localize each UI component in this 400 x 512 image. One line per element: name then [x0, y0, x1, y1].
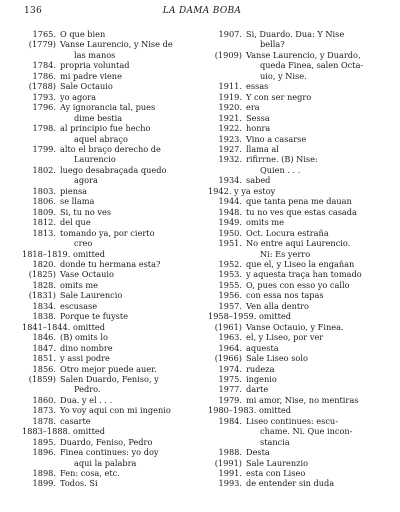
line-number: 1934.: [218, 175, 242, 186]
variant-text: Ven alla dentro: [246, 300, 309, 311]
variant-entry: [208, 437, 384, 447]
variant-entry: [208, 113, 384, 123]
variant-text: era: [246, 102, 260, 113]
line-number: 1806.: [32, 196, 56, 207]
line-number: 1809.: [32, 206, 56, 217]
variant-entry: [22, 311, 194, 321]
variant-text: omits me: [246, 217, 285, 228]
line-number: 1847.: [32, 342, 56, 353]
variant-entry: [22, 113, 194, 123]
line-number: 1802.: [32, 164, 56, 175]
variant-text: el, y Liseo, por ver: [246, 332, 324, 343]
variant-text: mi amor, Nise, no mentiras: [246, 394, 359, 405]
variant-text: 1841–1844. omitted: [22, 321, 105, 332]
variant-text: 1818–1819. omitted: [22, 248, 105, 259]
variant-entry: [22, 217, 194, 227]
variant-text: agora: [74, 175, 98, 186]
variant-text: mi padre viene: [60, 70, 122, 81]
line-number: 1860.: [32, 394, 56, 405]
variant-entry: [22, 259, 194, 269]
variant-entry: [208, 238, 384, 248]
variant-entry: [208, 374, 384, 384]
line-number: 1838.: [32, 311, 56, 322]
variant-text: Liseo continues: escu-: [246, 415, 338, 426]
variant-text: que tanta pena me dauan: [246, 196, 352, 207]
line-number: 1953.: [218, 269, 242, 280]
running-header: [24, 6, 380, 20]
variant-entry: [208, 322, 384, 332]
variant-entry: [208, 353, 384, 363]
variant-text: Duardo, Feniso, Pedro: [60, 436, 153, 447]
variant-text: 1883–1888. omitted: [22, 426, 105, 437]
variant-text: aquel abraço: [74, 133, 128, 144]
variant-text: tu no ves que estas casada: [246, 206, 357, 217]
variant-entry: [208, 50, 384, 60]
variant-entry: [22, 207, 194, 217]
variant-entry: [22, 29, 194, 39]
variant-text: rifirrne. (B) Nise:: [246, 154, 318, 165]
variant-entry: [208, 259, 384, 269]
variant-text: Oct. Locura estraña: [246, 227, 329, 238]
variant-entry: [208, 478, 384, 488]
variant-text: Sale Liseo solo: [246, 353, 308, 364]
variant-text: y assi podre: [60, 353, 110, 364]
variant-entry: [22, 165, 194, 175]
line-number: 1950.: [218, 227, 242, 238]
variant-text: Ni: Es yerro: [260, 248, 311, 259]
variant-text: queda Finea, salen Octa-: [260, 60, 364, 71]
variant-entry: [22, 343, 194, 353]
variant-entry: [22, 144, 194, 154]
variant-entry: [22, 384, 194, 394]
variant-entry: [22, 92, 194, 102]
left-column: [22, 29, 194, 489]
line-number: 1952.: [218, 258, 242, 269]
line-number: (1859): [28, 373, 56, 384]
line-number: 1873.: [32, 405, 56, 416]
variant-entry: [22, 468, 194, 478]
variant-text: piensa: [60, 185, 88, 196]
variant-entry: [208, 228, 384, 238]
line-number: 1951.: [218, 238, 242, 249]
line-number: 1984.: [218, 415, 242, 426]
variant-entry: [22, 426, 194, 436]
variant-text: Sale Octauio: [60, 81, 113, 92]
line-number: 1957.: [218, 300, 242, 311]
variant-text: y aquesta traça han tomado: [246, 269, 362, 280]
variant-entry: [22, 437, 194, 447]
variant-text: Vase Octauio: [60, 269, 114, 280]
variant-entry: [208, 269, 384, 279]
variant-entry: [208, 102, 384, 112]
variant-entry: [208, 468, 384, 478]
line-number: (1825): [28, 269, 56, 280]
variant-text: escusase: [60, 300, 98, 311]
variant-entry: [22, 71, 194, 81]
variant-entry: [22, 269, 194, 279]
variant-text: Vanse Octauio, y Finea.: [246, 321, 344, 332]
variant-text: chame. Ni. Que incon-: [260, 426, 353, 437]
variant-text: Vanse Laurencio, y Nise de: [60, 39, 173, 50]
variant-entry: [22, 39, 194, 49]
variant-text: tomando ya, por cierto: [60, 227, 155, 238]
variant-entry: [208, 364, 384, 374]
line-number: 1784.: [32, 60, 56, 71]
variant-entry: [208, 134, 384, 144]
variant-entry: [208, 416, 384, 426]
line-number: 1919.: [218, 91, 242, 102]
variant-entry: [22, 405, 194, 415]
variant-text: bella?: [260, 39, 285, 50]
variant-entry: [208, 196, 384, 206]
variant-entry: [22, 102, 194, 112]
variant-text: aquesta: [246, 342, 279, 353]
variant-entry: [208, 39, 384, 49]
line-number: 1944.: [218, 196, 242, 207]
variant-entry: [22, 238, 194, 248]
variant-text: Quien . . .: [260, 164, 301, 175]
line-number: 1812.: [32, 217, 56, 228]
line-number: 1813.: [32, 227, 56, 238]
variant-text: ingenio: [246, 373, 277, 384]
variant-text: Otro mejor puede auer.: [60, 363, 157, 374]
variant-text: Si, Duardo. Dua: Y Nise: [246, 29, 345, 39]
variant-entry: [208, 426, 384, 436]
variant-entry: [208, 301, 384, 311]
line-number: (1788): [28, 81, 56, 92]
variant-text: llama al: [246, 143, 279, 154]
variant-text: donde tu hermana esta?: [60, 258, 161, 269]
variant-entry: [22, 196, 194, 206]
variant-text: 1980–1983. omitted: [208, 405, 291, 416]
variant-text: al principio fue hecho: [60, 123, 151, 134]
variant-text: Finea continues: yo doy: [60, 447, 159, 458]
variant-text: yo agora: [60, 91, 97, 102]
variant-entry: [208, 123, 384, 133]
variant-entry: [22, 154, 194, 164]
line-number: 1896.: [32, 447, 56, 458]
variant-text: dino nombre: [60, 342, 113, 353]
line-number: 1922.: [218, 123, 242, 134]
variant-text: Si, tu no ves: [60, 206, 112, 217]
variant-entry: [208, 29, 384, 39]
variant-entry: [22, 280, 194, 290]
line-number: 1786.: [32, 70, 56, 81]
variant-entry: [22, 322, 194, 332]
variant-text: O, pues con esso yo callo: [246, 279, 350, 290]
variant-text: Sale Laurenzio: [246, 457, 309, 468]
variant-entry: [22, 186, 194, 196]
variant-entry: [22, 175, 194, 185]
variant-entry: [208, 175, 384, 185]
variant-entry: [22, 249, 194, 259]
variant-text: honra: [246, 123, 271, 134]
variant-text: Sale Laurencio: [60, 290, 123, 301]
line-number: 1793.: [32, 91, 56, 102]
variant-text: casarte: [60, 415, 91, 426]
variant-entry: [22, 81, 194, 91]
variant-entry: [22, 364, 194, 374]
line-number: (1966): [214, 353, 242, 364]
line-number: (1961): [214, 321, 242, 332]
variant-text: Porque te fuyste: [60, 311, 128, 322]
page-number: 136: [24, 6, 43, 16]
line-number: (1831): [28, 290, 56, 301]
line-number: 1927.: [218, 143, 242, 154]
variant-entry: [22, 353, 194, 363]
right-column: [208, 29, 384, 489]
line-number: 1828.: [32, 279, 56, 290]
variant-entry: [22, 332, 194, 342]
variant-text: de entender sin duda: [246, 478, 335, 489]
line-number: 1923.: [218, 133, 242, 144]
variant-entry: [22, 447, 194, 457]
line-number: 1899.: [32, 478, 56, 489]
variant-entry: [22, 134, 194, 144]
variant-entry: [22, 290, 194, 300]
line-number: 1979.: [218, 394, 242, 405]
variant-entry: [208, 405, 384, 415]
running-title: LA DAMA BOBA: [162, 6, 242, 16]
line-number: 1921.: [218, 112, 242, 123]
line-number: 1932.: [218, 154, 242, 165]
line-number: 1963.: [218, 332, 242, 343]
variant-entry: [208, 144, 384, 154]
variant-entry: [22, 458, 194, 468]
variant-text: sabed: [246, 175, 271, 186]
line-number: 1878.: [32, 415, 56, 426]
variant-entry: [208, 81, 384, 91]
variant-text: O que bien: [60, 29, 106, 39]
variant-text: darte: [246, 384, 269, 395]
variant-entry: [208, 165, 384, 175]
line-number: 1803.: [32, 185, 56, 196]
variant-entry: [22, 228, 194, 238]
line-number: 1799.: [32, 143, 56, 154]
variant-entry: [208, 395, 384, 405]
variant-text: se llama: [60, 196, 95, 207]
variant-entry: [208, 249, 384, 259]
variant-text: 1942. y ya estoy: [208, 185, 276, 196]
line-number: 1907.: [218, 29, 242, 39]
variant-entry: [208, 217, 384, 227]
line-number: 1974.: [218, 363, 242, 374]
line-number: 1911.: [218, 81, 242, 92]
line-number: 1798.: [32, 123, 56, 134]
variant-text: esta con Liseo: [246, 468, 306, 479]
variant-text: aqui la palabra: [74, 457, 137, 468]
variant-text: Salen Duardo, Feniso, y: [60, 373, 159, 384]
variant-entry: [22, 50, 194, 60]
variant-text: Desta: [246, 447, 270, 458]
variant-entry: [22, 395, 194, 405]
line-number: 1991.: [218, 468, 242, 479]
variant-text: Fen: cosa, etc.: [60, 468, 120, 479]
line-number: 1898.: [32, 468, 56, 479]
line-number: 1988.: [218, 447, 242, 458]
variant-text: (B) omits lo: [60, 332, 108, 343]
variant-text: las manos: [74, 49, 116, 60]
variant-entry: [22, 123, 194, 133]
variant-entry: [208, 343, 384, 353]
variant-text: omits me: [60, 279, 99, 290]
variant-entry: [22, 301, 194, 311]
variant-text: uio, y Nise.: [260, 70, 307, 81]
line-number: 1765.: [32, 29, 56, 39]
variant-text: creo: [74, 238, 93, 249]
variant-text: 1958–1959. omitted: [208, 311, 291, 322]
line-number: 1964.: [218, 342, 242, 353]
variant-text: rudeza: [246, 363, 275, 374]
variant-text: alto el braço derecho de: [60, 143, 161, 154]
variant-text: Pedro.: [74, 384, 101, 395]
variant-text: Dua. y el . . .: [60, 394, 113, 405]
line-number: 1846.: [32, 332, 56, 343]
variant-entry: [208, 384, 384, 394]
variant-entry: [208, 186, 384, 196]
variant-entry: [22, 416, 194, 426]
line-number: 1948.: [218, 206, 242, 217]
line-number: 1977.: [218, 384, 242, 395]
line-number: (1779): [28, 39, 56, 50]
variant-text: luego desabraçada quedo: [60, 164, 167, 175]
line-number: 1993.: [218, 478, 242, 489]
line-number: 1955.: [218, 279, 242, 290]
variant-text: Sessa: [246, 112, 270, 123]
variant-entry: [208, 458, 384, 468]
variant-entry: [208, 290, 384, 300]
variant-text: con essa nos tapas: [246, 290, 324, 301]
variant-entry: [208, 207, 384, 217]
variant-text: No entre aqui Laurencio.: [246, 238, 351, 249]
line-number: 1895.: [32, 436, 56, 447]
variant-text: Yo voy aqui con mi ingenio: [60, 405, 171, 416]
line-number: 1920.: [218, 102, 242, 113]
line-number: 1856.: [32, 363, 56, 374]
variant-text: Y con ser negro: [246, 91, 312, 102]
line-number: 1956.: [218, 290, 242, 301]
line-number: 1834.: [32, 300, 56, 311]
line-number: 1949.: [218, 217, 242, 228]
variant-text: Vanse Laurencio, y Duardo,: [246, 49, 361, 60]
line-number: (1991): [214, 457, 242, 468]
variant-text: propria voluntad: [60, 60, 130, 71]
variant-text: dime bestia: [74, 112, 123, 123]
variant-text: stancia: [260, 436, 290, 447]
variant-entry: [208, 311, 384, 321]
variant-text: essas: [246, 81, 269, 92]
variant-entry: [208, 92, 384, 102]
line-number: 1796.: [32, 102, 56, 113]
variant-entry: [22, 374, 194, 384]
line-number: 1851.: [32, 353, 56, 364]
variant-text: Vino a casarse: [246, 133, 307, 144]
variant-entry: [208, 447, 384, 457]
variant-text: Ay ignorancia tal, pues: [60, 102, 156, 113]
variant-text: Todos. Si: [60, 478, 98, 489]
variant-text: del que: [60, 217, 91, 228]
variant-entry: [22, 60, 194, 70]
variant-entry: [208, 71, 384, 81]
variant-entry: [208, 332, 384, 342]
variant-text: que el, y Liseo la engañan: [246, 258, 355, 269]
variant-entry: [208, 154, 384, 164]
line-number: (1909): [214, 49, 242, 60]
line-number: 1820.: [32, 258, 56, 269]
variant-entry: [208, 60, 384, 70]
line-number: 1975.: [218, 373, 242, 384]
variant-text: Laurencio: [74, 154, 116, 165]
variant-entry: [208, 280, 384, 290]
variant-entry: [22, 478, 194, 488]
